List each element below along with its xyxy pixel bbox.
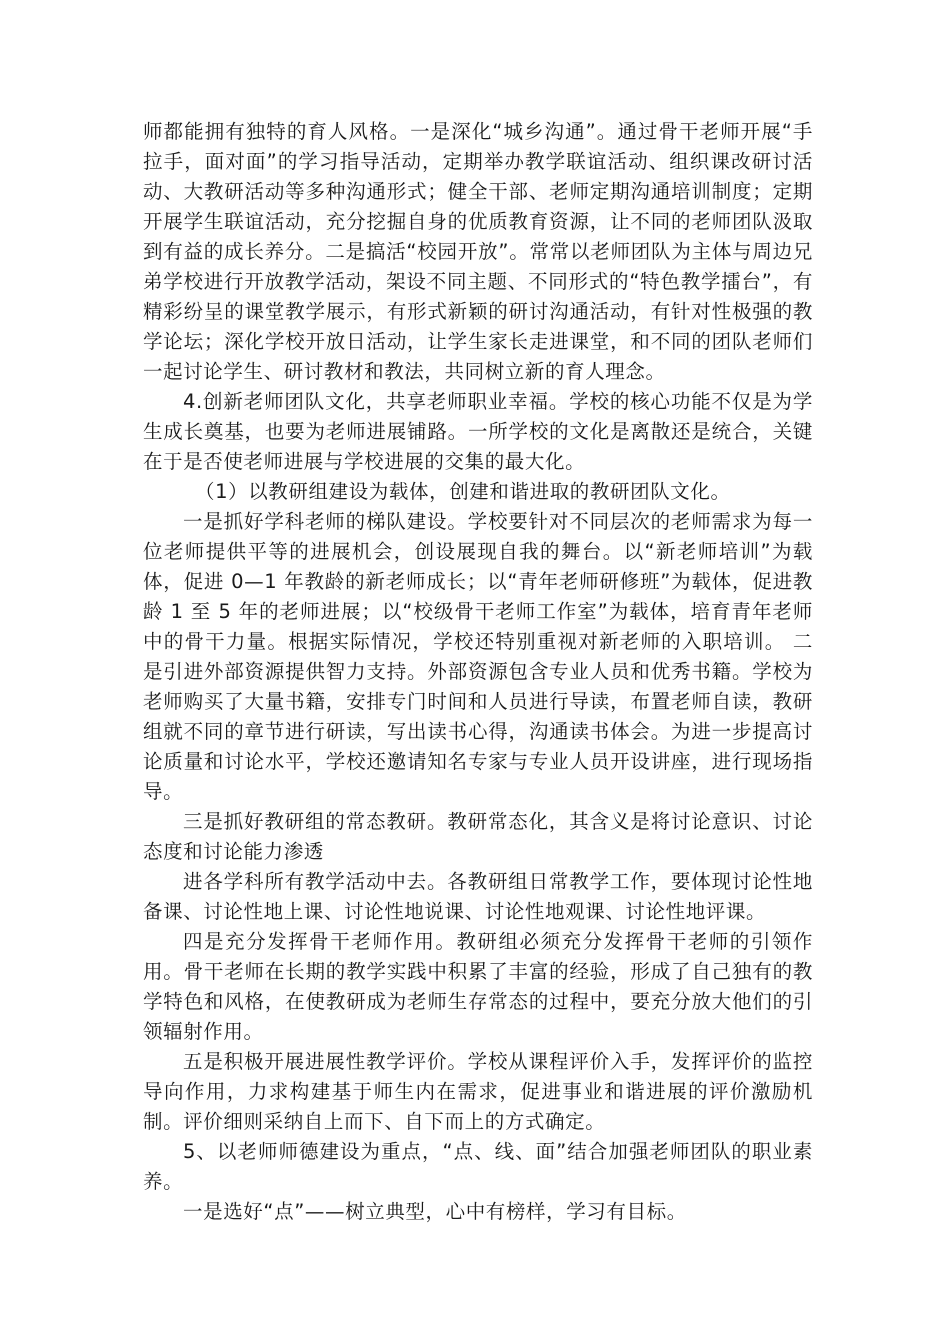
paragraph-select-point: 一是选好“点”——树立典型，心中有榜样，学习有目标。 <box>183 1200 687 1223</box>
paragraph-urban-rural-exchange: 师都能拥有独特的育人风格。一是深化“城乡沟通”。通过骨干老师开展“手拉手，面对面”的学习指导活动，定期举办教学联谊活动、组织课改研讨活动、大教研活动等多种沟通形式；健全干部、老师定期沟通培训制度；定期开展学生联谊活动，充分挖掘自身的优质教育资源，让不同的老师团队汲取到有益的成长养分。二是搞活“校园开放”。常常以老师团队为主体与周边兄弟学校进行开放教学活动，架设不同主题、不同形式的“特色教学擂台”，有精彩纷呈的课堂教学展示，有形式新颖的研讨沟通活动，有针对性极强的教学论坛；深化学校开放日活动，让学生家长走进课堂，和不同的团队老师们一起讨论学生、研讨教材和教法，共同树立新的育人理念。 <box>143 120 813 383</box>
paragraph-backbone-teachers: 四是充分发挥骨干老师作用。教研组必须充分发挥骨干老师的引领作用。骨干老师在长期的教学实践中积累了丰富的经验，形成了自己独有的教学特色和风格，在使教研成为老师生存常态的过程中，要充分放大他们的引领辐射作用。 <box>143 930 813 1043</box>
paragraph-team-culture: 4.创新老师团队文化，共享老师职业幸福。学校的核心功能不仅是为学生成长奠基，也要为老师进展铺路。一所学校的文化是离散还是统合，关键在于是否使老师进展与学校进展的交集的最大化。 <box>143 390 813 473</box>
paragraph-routine-research: 三是抓好教研组的常态教研。教研常态化，其含义是将讨论意识、讨论态度和讨论能力渗透 <box>143 810 813 863</box>
paragraph-teaching-evaluation: 五是积极开展进展性教学评价。学校从课程评价入手，发挥评价的监控导向作用，力求构建基于师生内在需求，促进事业和谐进展的评价激励机制。评价细则采纳自上而下、自下而上的方式确定。 <box>143 1050 813 1133</box>
document-page <box>143 117 813 1227</box>
paragraph-research-integration: 进各学科所有教学活动中去。各教研组日常教学工作，要体现讨论性地备课、讨论性地上课、讨论性地说课、讨论性地观课、讨论性地评课。 <box>143 870 813 923</box>
paragraph-subheading-teaching-research: （1）以教研组建设为载体，创建和谐进取的教研团队文化。 <box>195 480 731 503</box>
paragraph-teacher-echelon: 一是抓好学科老师的梯队建设。学校要针对不同层次的老师需求为每一位老师提供平等的进展机会，创设展现自我的舞台。以“新老师培训”为载体，促进 0—1 年教龄的新老师成长；以“青年老师研修班”为载体，促进教龄 1 至 5 年的老师进展；以“校级骨干老师工作室”为载体，培育青年老师中的骨干力量。根据实际情况，学校还特别重视对新老师的入职培训。 二是引进外部资源提供智力支持。外部资源包含专业人员和优秀书籍。学校为老师购买了大量书籍，安排专门时间和人员进行导读，布置老师自读，教研组就不同的章节进行研读，写出读书心得，沟通读书体会。为进一步提高讨论质量和讨论水平，学校还邀请知名专家与专业人员开设讲座，进行现场指导。 <box>143 510 813 803</box>
paragraph-teacher-ethics: 5、以老师师德建设为重点，“点、线、面”结合加强老师团队的职业素养。 <box>143 1140 813 1193</box>
